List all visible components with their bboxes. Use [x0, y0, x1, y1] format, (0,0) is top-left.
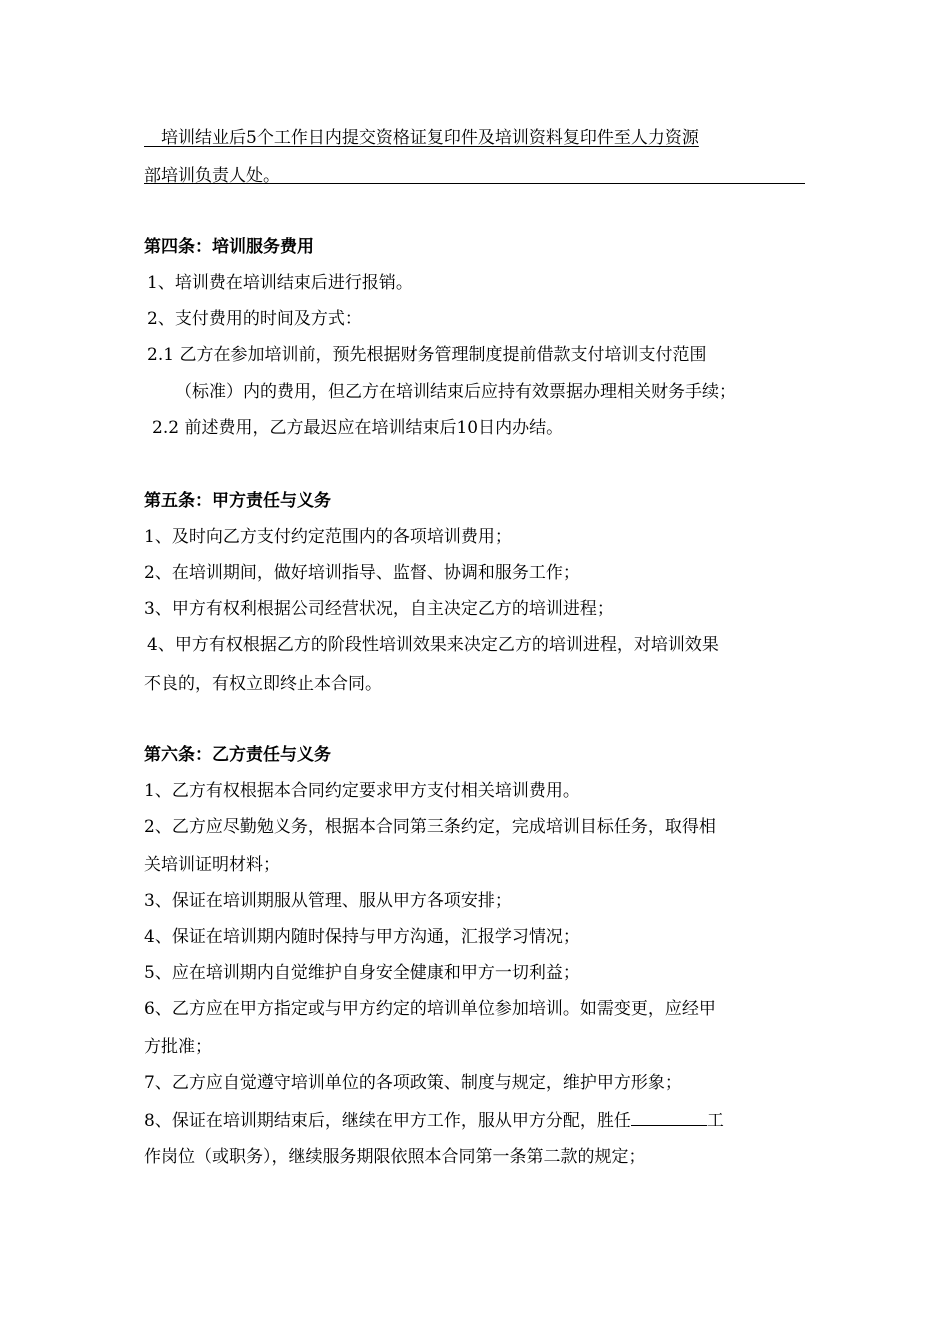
- article6-item5: 5、应在培训期内自觉维护自身安全健康和甲方一切利益；: [144, 963, 580, 983]
- article5-heading: 第五条：甲方责任与义务: [144, 491, 331, 511]
- article6-item4: 4、保证在培训期内随时保持与甲方沟通，汇报学习情况；: [144, 927, 580, 947]
- article4-item1: 1、培训费在培训结束后进行报销。: [147, 273, 413, 293]
- article5-item1: 1、及时向乙方支付约定范围内的各项培训费用；: [144, 527, 512, 547]
- article4-item2-2: 2.2 前述费用，乙方最迟应在培训结束后10日内办结。: [152, 418, 564, 438]
- article5-item2: 2、在培训期间，做好培训指导、监督、协调和服务工作；: [144, 563, 580, 583]
- section3-tail-line2: 部培训负责人处。: [144, 166, 280, 186]
- article6-item8-suffix: 工: [706, 1111, 724, 1131]
- article5-item3: 3、甲方有权利根据公司经营状况，自主决定乙方的培训进程；: [144, 599, 614, 619]
- article6-item8-line1: [144, 1108, 724, 1132]
- article5-item4-line1: 4、甲方有权根据乙方的阶段性培训效果来决定乙方的培训进程，对培训效果: [147, 635, 719, 655]
- article6-item2-line1: 2、乙方应尽勤勉义务，根据本合同第三条约定，完成培训目标任务，取得相: [144, 817, 716, 837]
- article6-item3: 3、保证在培训期服从管理、服从甲方各项安排；: [144, 891, 512, 911]
- section3-tail-line1: 培训结业后5个工作日内提交资格证复印件及培训资料复印件至人力资源: [144, 128, 699, 148]
- article4-heading: 第四条：培训服务费用: [144, 237, 314, 257]
- article6-item6-line1: 6、乙方应在甲方指定或与甲方约定的培训单位参加培训。如需变更，应经甲: [144, 999, 716, 1019]
- article6-heading: 第六条：乙方责任与义务: [144, 745, 331, 765]
- underline-rule: [144, 183, 805, 184]
- article4-item2-1-line1: 2.1 乙方在参加培训前，预先根据财务管理制度提前借款支付培训支付范围: [147, 345, 707, 365]
- article5-item4-line2: 不良的，有权立即终止本合同。: [144, 674, 382, 694]
- article4-item2-1-line2: （标准）内的费用，但乙方在培训结束后应持有效票据办理相关财务手续；: [175, 382, 736, 402]
- article6-item2-line2: 关培训证明材料；: [144, 855, 280, 875]
- article6-item8-text: 8、保证在培训期结束后，继续在甲方工作，服从甲方分配，胜任: [144, 1111, 631, 1131]
- fill-in-blank: [631, 1108, 707, 1126]
- article6-item7: 7、乙方应自觉遵守培训单位的各项政策、制度与规定，维护甲方形象；: [144, 1073, 682, 1093]
- article6-item6-line2: 方批准；: [144, 1037, 212, 1057]
- article4-item2: 2、支付费用的时间及方式：: [147, 309, 362, 329]
- article6-item1: 1、乙方有权根据本合同约定要求甲方支付相关培训费用。: [144, 781, 580, 801]
- article6-item8-line2: 作岗位（或职务），继续服务期限依照本合同第一条第二款的规定；: [144, 1147, 646, 1167]
